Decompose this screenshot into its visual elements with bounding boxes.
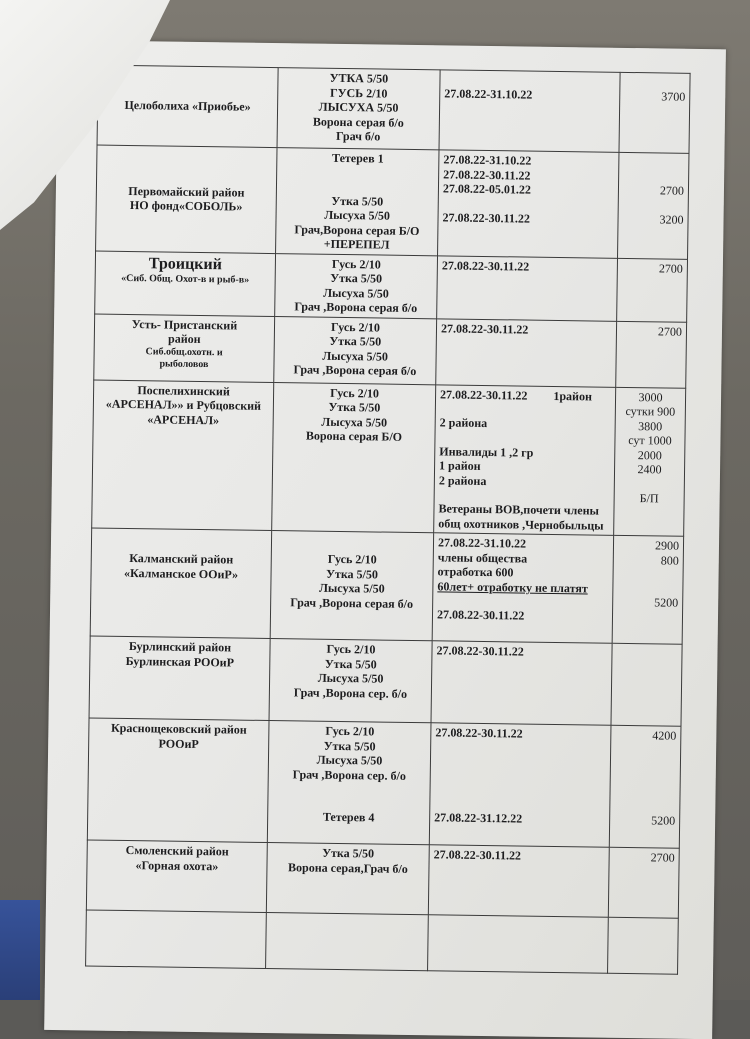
price-value: сутки 900 xyxy=(625,403,676,419)
district-cell xyxy=(89,636,270,721)
species-cell xyxy=(277,68,440,150)
species-line: УТКА 5/50 xyxy=(329,70,389,86)
table-row-empty xyxy=(86,910,679,974)
district-count: 2 района xyxy=(439,415,488,431)
category-label: члены общества xyxy=(437,549,528,566)
price-cell xyxy=(614,387,686,536)
species-line: Лысуха 5/50 xyxy=(317,670,384,686)
species-line: Утка 5/50 xyxy=(328,399,381,415)
price-value: 2000 xyxy=(637,447,662,462)
dates-cell xyxy=(436,318,617,387)
dates-cell xyxy=(438,150,619,258)
dates-cell xyxy=(437,255,618,321)
species-line: +ПЕРЕПЕЛ xyxy=(323,236,390,252)
organization-name: рыболовов xyxy=(159,357,209,370)
district-cell xyxy=(86,840,267,913)
date-range: 27.08.22-30.11.22 xyxy=(436,607,525,623)
species-line: Ворона серая,Грач б/о xyxy=(288,859,408,876)
category-label: Ветераны ВОВ,почети члены xyxy=(438,501,600,518)
category-label: общ охотников ,Чернобыльцы xyxy=(438,515,604,533)
price-cell xyxy=(609,725,681,848)
empty-cell xyxy=(608,917,679,974)
species-line: Лысуха 5/50 xyxy=(321,414,388,430)
district-name: район xyxy=(167,331,201,347)
species-cell xyxy=(272,382,436,533)
species-line: Утка 5/50 xyxy=(329,333,382,349)
district-name: Усть- Пристанский xyxy=(131,316,238,333)
date-range: 27.08.22-31.10.22 xyxy=(444,86,533,102)
price-value: 3200 xyxy=(659,211,684,227)
date-range: 27.08.22-31.10.22 xyxy=(437,535,527,551)
dates-cell xyxy=(439,70,620,153)
species-line: Утка 5/50 xyxy=(331,193,384,209)
price-value: Б/П xyxy=(639,490,659,505)
date-range: 27.08.22-30.11.22 xyxy=(435,725,523,741)
species-line: Гусь 2/10 xyxy=(325,723,375,739)
district-name: Калманский район xyxy=(129,551,234,567)
species-line: Грач ,Ворона серая б/о xyxy=(293,362,417,379)
species-line: Лысуха 5/50 xyxy=(316,752,383,768)
species-line: ГУСЬ 2/10 xyxy=(330,85,388,101)
price-value: 2900 xyxy=(654,538,680,553)
species-line: Утка 5/50 xyxy=(330,270,383,286)
species-line: Утка 5/50 xyxy=(322,845,375,861)
price-value: 5200 xyxy=(651,812,676,828)
date-range: 27.08.22-30.11.22 xyxy=(443,166,531,183)
price-cell xyxy=(612,535,684,644)
species-cell xyxy=(275,253,438,318)
price-value: 3800 xyxy=(638,418,663,433)
price-value: 800 xyxy=(660,552,679,568)
date-range: 27.08.22-30.11.22 xyxy=(439,386,528,403)
price-value: 3000 xyxy=(638,389,663,404)
species-line: Грач ,Ворона сер. б/о xyxy=(293,684,408,701)
empty-cell xyxy=(428,915,609,974)
species-line: Лысуха 5/50 xyxy=(322,348,389,364)
hunting-permit-table xyxy=(85,65,691,975)
price-cell xyxy=(619,72,690,153)
species-line: Утка 5/50 xyxy=(324,656,377,672)
price-cell xyxy=(611,643,682,726)
dates-cell xyxy=(434,384,616,535)
district-cell xyxy=(94,314,275,383)
organization-name: Сиб.общ.охотн. и xyxy=(145,345,223,358)
price-value: 2400 xyxy=(637,462,662,477)
price-value: 2700 xyxy=(659,183,685,198)
organization-name: Бурлинская РООиР xyxy=(125,653,235,670)
organization-name: «Сиб. Общ. Охот-в и рыб-в» xyxy=(121,272,250,286)
species-cell xyxy=(276,148,439,256)
table-row xyxy=(97,65,690,153)
category-label: Инвалиды 1 ,2 гр xyxy=(439,443,534,460)
species-line: Грач ,Ворона серая б/о xyxy=(290,594,414,611)
species-line: Гусь 2/10 xyxy=(330,385,380,401)
species-line: Грач ,Ворона сер. б/о xyxy=(292,766,406,783)
table-row xyxy=(86,840,679,918)
species-cell xyxy=(274,316,437,384)
species-line: Лысуха 5/50 xyxy=(323,285,389,301)
price-value: 2700 xyxy=(650,850,675,865)
date-range: 27.08.22-30.11.22 xyxy=(441,257,530,274)
price-value: 2700 xyxy=(658,260,683,276)
price-value: 3700 xyxy=(661,89,686,104)
species-cell xyxy=(267,721,431,845)
district-name: Краснощековский район xyxy=(110,720,247,737)
species-line: Ворона серая б/о xyxy=(312,114,404,130)
organization-name: «АРСЕНАЛ» xyxy=(147,411,220,427)
price-cell xyxy=(608,847,679,918)
species-line: Гусь 2/10 xyxy=(331,256,381,272)
species-cell xyxy=(269,639,432,723)
dates-cell xyxy=(431,641,612,726)
dates-cell xyxy=(432,533,613,644)
district-cell xyxy=(92,380,274,531)
table-row xyxy=(94,314,687,388)
organization-name: «Горная охота» xyxy=(135,857,219,873)
table-row xyxy=(89,636,682,726)
district-name: Бурлинский район xyxy=(128,639,232,655)
dates-cell xyxy=(429,723,611,848)
price-value: 5200 xyxy=(654,595,679,610)
species-line: Тетерев 1 xyxy=(331,150,384,166)
price-value: 4200 xyxy=(652,728,677,743)
district-name: Смоленский район xyxy=(125,843,229,859)
category-label: 60лет+ отработку не платят xyxy=(437,578,588,595)
price-cell xyxy=(616,321,687,388)
species-line: Гусь 2/10 xyxy=(326,641,376,657)
date-range: 27.08.22-31.12.22 xyxy=(434,809,523,826)
species-line: Утка 5/50 xyxy=(326,566,379,582)
table-row xyxy=(90,528,683,644)
price-cell xyxy=(617,258,688,322)
district-name: Первомайский район xyxy=(128,183,245,200)
document-page xyxy=(44,40,726,1039)
district-count: 2 района xyxy=(438,472,487,488)
species-cell xyxy=(270,531,433,641)
species-line: Утка 5/50 xyxy=(323,738,376,754)
district-name: Троицкий xyxy=(148,254,223,273)
species-line: Грач б/о xyxy=(335,128,381,144)
species-line: Лысуха 5/50 xyxy=(324,207,391,223)
date-range: 27.08.22-30.11.22 xyxy=(436,643,524,659)
species-line: Грач ,Ворона серая б/о xyxy=(294,299,418,316)
date-range: 27.08.22-31.10.22 xyxy=(443,152,532,168)
empty-cell xyxy=(86,910,267,969)
table-row xyxy=(96,145,689,259)
organization-name: РООиР xyxy=(158,735,199,751)
organization-name: «Калманское ООиР» xyxy=(123,565,239,582)
district-count: 1район xyxy=(553,388,593,403)
date-range: 27.08.22-30.11.22 xyxy=(433,847,522,863)
district-cell xyxy=(95,251,276,317)
price-cell xyxy=(618,152,689,258)
district-name: Поспелихинский xyxy=(137,382,230,398)
table-row xyxy=(87,718,681,848)
species-line: ЛЫСУХА 5/50 xyxy=(318,99,399,115)
district-count: 1 район xyxy=(439,458,481,473)
species-line: Лысуха 5/50 xyxy=(318,580,385,596)
table-row xyxy=(92,380,686,537)
date-range: 27.08.22-05.01.22 xyxy=(442,181,532,197)
date-range: 27.08.22-30.11.22 xyxy=(442,209,531,226)
species-line: Гусь 2/10 xyxy=(331,319,381,335)
date-range: 27.08.22-30.11.22 xyxy=(440,320,529,337)
price-value: 2700 xyxy=(657,323,683,339)
species-cell xyxy=(266,843,429,915)
table-row xyxy=(95,251,688,322)
district-cell xyxy=(96,145,277,253)
district-name: «АРСЕНАЛ»» и Рубцовский xyxy=(105,396,262,413)
category-label: отработка 600 xyxy=(437,564,514,580)
species-line: Гусь 2/10 xyxy=(327,551,377,567)
district-cell xyxy=(87,718,269,843)
species-line: Ворона серая Б/О xyxy=(305,428,403,444)
district-cell xyxy=(90,528,271,639)
dates-cell xyxy=(428,845,609,918)
blue-object-edge xyxy=(0,900,40,1000)
price-value: сут 1000 xyxy=(628,433,672,448)
empty-cell xyxy=(266,912,429,970)
species-line: Тетерев 4 xyxy=(322,809,375,825)
district-name: Целоболиха «Приобье» xyxy=(124,98,251,114)
organization-name: НО фонд«СОБОЛЬ» xyxy=(129,198,243,214)
species-line: Грач,Ворона серая Б/О xyxy=(294,221,420,238)
